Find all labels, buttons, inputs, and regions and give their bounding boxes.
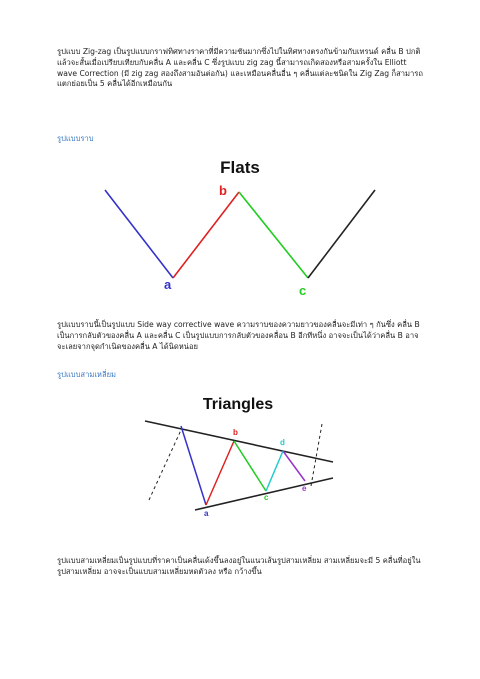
intro-paragraph: รูปแบบ Zig-zag เป็นรูปแบบกราฟทิศทางราคาที่มีความชันมากซึ่งไปในทิศทางตรงกันข้ามกับเทรนด์ คลื่น B ปกติแล้วจะสั้นเมื่อเปรียบเทียบกับคลื่น A และคลื่น C ซึ่งรูปแบบ zig zag นี้สามารถเกิดสองหรือสามครั้งใน Elliott wave Correction (มี zig zag สองถึงสามอันต่อกัน) และเหมือนคลื่นอื่น ๆ คลื่นแต่ละชนิดใน Zig Zag ก็สามารถแตกย่อยเป็น 5 คลื่นได้อีกเหมือนกัน [57,47,423,89]
wave-a-line [105,190,173,278]
wave-c-line [239,192,308,278]
triangles-label-d: d [280,438,285,447]
triangles-label-b: b [233,428,238,437]
triangle-paragraph: รูปแบบสามเหลี่ยมเป็นรูปแบบที่ราคาเป็นคลื่นเด้งขึ้นลงอยู่ในแนวเส้นรูปสามเหลี่ยม สามเหลี่ยมจะมี 5 คลื่นที่อยู่ในรูปสามเหลี่ยม อาจจะเป็นแบบสามเหลี่ยมหดตัวลง หรือ กว้างขึ้น [57,556,421,576]
flats-label-b: b [219,183,227,198]
flats-diagram [95,150,385,300]
wave-tail-line [308,190,375,278]
upper-trendline [145,421,333,462]
triangles-title: Triangles [202,396,274,413]
triangles-label-a: a [204,509,209,518]
flats-label-a: a [164,277,172,292]
wave-a-line [181,426,206,505]
right-dashed-guide [311,424,322,486]
triangles-label-c: c [264,493,269,502]
flat-paragraph: รูปแบบราบนี้เป็นรูปแบบ Side way corrective wave ความราบของความยาวของคลื่นจะมีเท่า ๆ กันซึ่ง คลื่น B เป็นการกลับตัวของคลื่น A และคลื่น C เป็นรูปแบบการกลับตัวของคลื่อน B อีกทีหนึ่ง อาจจะเป็นได้ว่าคลื่น B อาจจะเลยจากจุดกำเนิดของคลื่น A ได้นิดหน่อย [57,320,420,351]
left-dashed-guide [149,430,181,500]
wave-b-line [173,192,239,278]
wave-c-line [234,441,266,491]
flats-title: Flats [220,158,260,177]
triangles-label-e: e [302,484,307,493]
triangles-diagram [115,388,350,523]
wave-b-line [206,441,234,505]
flat-section-heading: รูปแบบราบ [57,134,94,143]
wave-d-line [266,451,283,491]
flats-label-c: c [299,283,307,298]
triangle-section-heading: รูปแบบสามเหลี่ยม [57,370,117,379]
